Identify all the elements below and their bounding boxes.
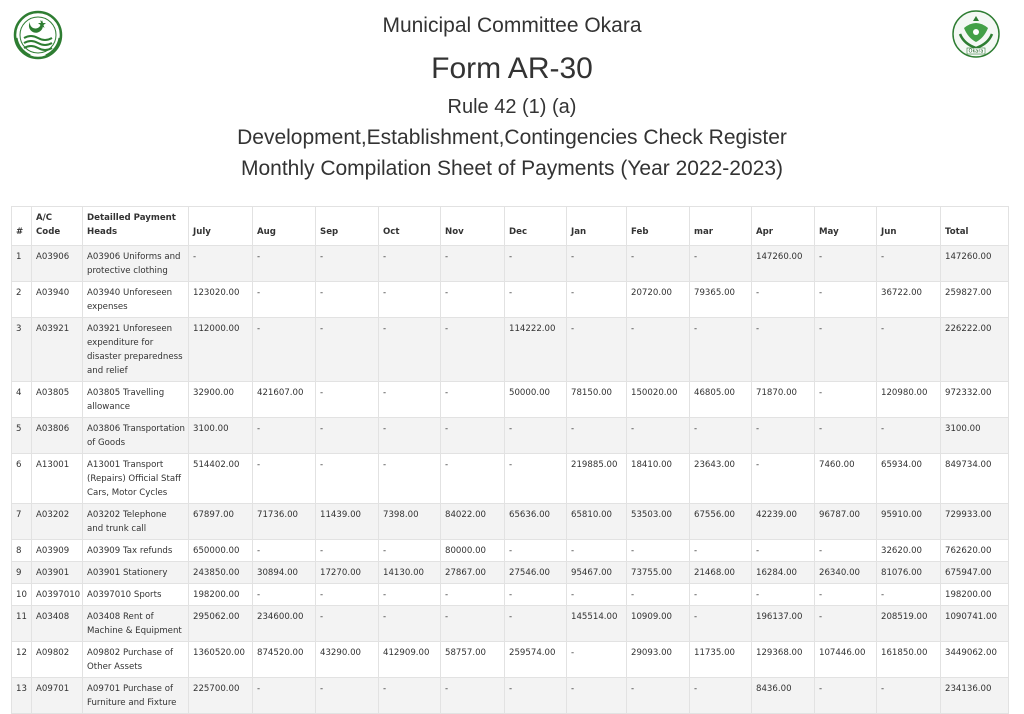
table-cell: 10909.00 xyxy=(627,606,690,642)
table-cell: - xyxy=(567,246,627,282)
table-cell: 972332.00 xyxy=(941,382,1009,418)
payments-table xyxy=(11,206,1009,714)
table-cell: - xyxy=(505,454,567,504)
column-header: Aug xyxy=(253,207,316,246)
table-cell: 11439.00 xyxy=(316,504,379,540)
table-cell: 3100.00 xyxy=(189,418,253,454)
table-cell: - xyxy=(690,246,752,282)
table-cell: - xyxy=(815,246,877,282)
table-cell: A03806 xyxy=(32,418,83,454)
table-cell: - xyxy=(253,318,316,382)
table-cell: 729933.00 xyxy=(941,504,1009,540)
table-cell: 17270.00 xyxy=(316,562,379,584)
table-cell: A03921 xyxy=(32,318,83,382)
column-header: Nov xyxy=(441,207,505,246)
table-cell: 20720.00 xyxy=(627,282,690,318)
table-cell: 114222.00 xyxy=(505,318,567,382)
table-cell: 30894.00 xyxy=(253,562,316,584)
table-cell: 11735.00 xyxy=(690,642,752,678)
table-cell: A03408 xyxy=(32,606,83,642)
table-cell: 1 xyxy=(12,246,32,282)
table-cell: - xyxy=(441,318,505,382)
table-cell: A09701 xyxy=(32,678,83,714)
table-row xyxy=(12,678,1009,714)
table-cell: - xyxy=(316,584,379,606)
table-cell: - xyxy=(441,418,505,454)
table-cell: - xyxy=(815,606,877,642)
table-cell: A13001 Transport (Repairs) Official Staff Cars, Motor Cycles xyxy=(83,454,189,504)
table-cell: - xyxy=(253,282,316,318)
table-cell: 123020.00 xyxy=(189,282,253,318)
table-cell: 259574.00 xyxy=(505,642,567,678)
table-cell: 120980.00 xyxy=(877,382,941,418)
table-cell: 129368.00 xyxy=(752,642,815,678)
table-row xyxy=(12,382,1009,418)
table-cell: - xyxy=(877,418,941,454)
table-cell: 10 xyxy=(12,584,32,606)
table-cell: - xyxy=(441,606,505,642)
table-cell: A03909 xyxy=(32,540,83,562)
table-cell: - xyxy=(505,282,567,318)
table-cell: 219885.00 xyxy=(567,454,627,504)
table-cell: 73755.00 xyxy=(627,562,690,584)
table-cell: - xyxy=(379,540,441,562)
column-header: Sep xyxy=(316,207,379,246)
table-cell: - xyxy=(253,246,316,282)
table-cell: A0397010 xyxy=(32,584,83,606)
table-cell: - xyxy=(505,540,567,562)
column-header: Total xyxy=(941,207,1009,246)
table-cell: - xyxy=(441,678,505,714)
column-header: July xyxy=(189,207,253,246)
table-cell: - xyxy=(441,454,505,504)
table-cell: - xyxy=(379,382,441,418)
table-cell: - xyxy=(379,246,441,282)
table-cell: - xyxy=(316,382,379,418)
table-row xyxy=(12,584,1009,606)
table-cell: 874520.00 xyxy=(253,642,316,678)
column-header: Feb xyxy=(627,207,690,246)
table-cell: - xyxy=(379,678,441,714)
table-cell: - xyxy=(877,584,941,606)
table-row xyxy=(12,504,1009,540)
table-row xyxy=(12,540,1009,562)
table-cell: - xyxy=(627,540,690,562)
table-cell: - xyxy=(441,382,505,418)
table-cell: 84022.00 xyxy=(441,504,505,540)
table-cell: A03805 xyxy=(32,382,83,418)
table-cell: - xyxy=(379,318,441,382)
table-cell: - xyxy=(877,318,941,382)
table-cell: 79365.00 xyxy=(690,282,752,318)
table-cell: 65810.00 xyxy=(567,504,627,540)
table-cell: - xyxy=(316,246,379,282)
column-header: Dec xyxy=(505,207,567,246)
table-cell: - xyxy=(815,382,877,418)
table-cell: A03909 Tax refunds xyxy=(83,540,189,562)
table-cell: - xyxy=(253,584,316,606)
column-header: Oct xyxy=(379,207,441,246)
table-cell: 32900.00 xyxy=(189,382,253,418)
table-cell: 196137.00 xyxy=(752,606,815,642)
table-cell: 13 xyxy=(12,678,32,714)
table-header-row xyxy=(12,207,1009,246)
table-cell: 58757.00 xyxy=(441,642,505,678)
table-cell: A03906 xyxy=(32,246,83,282)
table-cell: 67897.00 xyxy=(189,504,253,540)
table-cell: 147260.00 xyxy=(752,246,815,282)
table-cell: 26340.00 xyxy=(815,562,877,584)
table-cell: - xyxy=(441,282,505,318)
table-cell: - xyxy=(379,606,441,642)
table-cell: 1360520.00 xyxy=(189,642,253,678)
table-cell: 107446.00 xyxy=(815,642,877,678)
table-cell: - xyxy=(379,282,441,318)
table-cell: - xyxy=(316,540,379,562)
column-header: mar xyxy=(690,207,752,246)
committee-name: Municipal Committee Okara xyxy=(382,14,642,37)
table-cell: 198200.00 xyxy=(941,584,1009,606)
table-row xyxy=(12,418,1009,454)
table-cell: - xyxy=(815,584,877,606)
register-title: Development,Establishment,Contingencies Check Register xyxy=(237,126,787,149)
table-cell: 78150.00 xyxy=(567,382,627,418)
table-cell: 8436.00 xyxy=(752,678,815,714)
table-cell: A03940 Unforeseen expenses xyxy=(83,282,189,318)
table-cell: - xyxy=(627,584,690,606)
table-cell: 80000.00 xyxy=(441,540,505,562)
table-cell: 145514.00 xyxy=(567,606,627,642)
table-cell: 27546.00 xyxy=(505,562,567,584)
table-cell: 36722.00 xyxy=(877,282,941,318)
table-row xyxy=(12,318,1009,382)
table-cell: - xyxy=(567,318,627,382)
table-cell: 50000.00 xyxy=(505,382,567,418)
table-cell: - xyxy=(752,418,815,454)
table-cell: - xyxy=(189,246,253,282)
table-cell: 7398.00 xyxy=(379,504,441,540)
table-cell: 650000.00 xyxy=(189,540,253,562)
table-cell: - xyxy=(690,584,752,606)
table-cell: - xyxy=(815,418,877,454)
table-cell: 161850.00 xyxy=(877,642,941,678)
table-cell: - xyxy=(877,246,941,282)
table-cell: 27867.00 xyxy=(441,562,505,584)
table-cell: - xyxy=(627,246,690,282)
table-cell: A03805 Travelling allowance xyxy=(83,382,189,418)
table-row xyxy=(12,642,1009,678)
table-cell: 3100.00 xyxy=(941,418,1009,454)
form-title: Form AR-30 xyxy=(431,52,593,85)
table-cell: 96787.00 xyxy=(815,504,877,540)
table-cell: A03901 xyxy=(32,562,83,584)
table-cell: - xyxy=(567,282,627,318)
table-cell: 14130.00 xyxy=(379,562,441,584)
table-cell: - xyxy=(877,678,941,714)
table-cell: 5 xyxy=(12,418,32,454)
table-cell: 3449062.00 xyxy=(941,642,1009,678)
table-cell: 32620.00 xyxy=(877,540,941,562)
table-cell: - xyxy=(567,418,627,454)
table-row xyxy=(12,562,1009,584)
table-cell: - xyxy=(316,678,379,714)
table-cell: 243850.00 xyxy=(189,562,253,584)
table-cell: 95910.00 xyxy=(877,504,941,540)
table-cell: 4 xyxy=(12,382,32,418)
table-cell: - xyxy=(316,454,379,504)
table-cell: A03202 Telephone and trunk call xyxy=(83,504,189,540)
table-cell: A03408 Rent of Machine & Equipment xyxy=(83,606,189,642)
table-cell: - xyxy=(505,418,567,454)
table-cell: 6 xyxy=(12,454,32,504)
rule-reference: Rule 42 (1) (a) xyxy=(447,96,577,118)
table-cell: - xyxy=(752,318,815,382)
table-row xyxy=(12,606,1009,642)
table-cell: A03202 xyxy=(32,504,83,540)
table-cell: 65636.00 xyxy=(505,504,567,540)
table-cell: 11 xyxy=(12,606,32,642)
table-row xyxy=(12,282,1009,318)
table-cell: - xyxy=(627,318,690,382)
table-cell: A0397010 Sports xyxy=(83,584,189,606)
table-cell: - xyxy=(752,540,815,562)
table-cell: 295062.00 xyxy=(189,606,253,642)
table-cell: 23643.00 xyxy=(690,454,752,504)
column-header: # xyxy=(12,207,32,246)
table-cell: - xyxy=(627,678,690,714)
table-row xyxy=(12,246,1009,282)
table-cell: 53503.00 xyxy=(627,504,690,540)
column-header: May xyxy=(815,207,877,246)
table-cell: A03806 Transportation of Goods xyxy=(83,418,189,454)
table-cell: A03906 Uniforms and protective clothing xyxy=(83,246,189,282)
table-cell: - xyxy=(379,454,441,504)
table-cell: 71870.00 xyxy=(752,382,815,418)
table-cell: - xyxy=(253,418,316,454)
table-cell: - xyxy=(815,318,877,382)
table-cell: - xyxy=(752,454,815,504)
table-cell: - xyxy=(815,282,877,318)
table-cell: 150020.00 xyxy=(627,382,690,418)
table-cell: - xyxy=(567,584,627,606)
table-cell: - xyxy=(690,318,752,382)
table-cell: 234136.00 xyxy=(941,678,1009,714)
table-cell: 81076.00 xyxy=(877,562,941,584)
table-cell: A09802 Purchase of Other Assets xyxy=(83,642,189,678)
table-cell: 16284.00 xyxy=(752,562,815,584)
table-cell: - xyxy=(316,318,379,382)
table-cell: 198200.00 xyxy=(189,584,253,606)
table-cell: 225700.00 xyxy=(189,678,253,714)
table-cell: - xyxy=(567,642,627,678)
table-cell: - xyxy=(505,584,567,606)
table-cell: 8 xyxy=(12,540,32,562)
table-cell: A03921 Unforeseen expenditure for disaster preparedness and relief xyxy=(83,318,189,382)
table-cell: - xyxy=(627,418,690,454)
table-cell: 421607.00 xyxy=(253,382,316,418)
table-cell: 234600.00 xyxy=(253,606,316,642)
table-cell: 208519.00 xyxy=(877,606,941,642)
table-cell: 43290.00 xyxy=(316,642,379,678)
column-header: Jun xyxy=(877,207,941,246)
table-cell: - xyxy=(752,584,815,606)
table-cell: 3 xyxy=(12,318,32,382)
table-cell: 112000.00 xyxy=(189,318,253,382)
table-cell: - xyxy=(752,282,815,318)
sheet-title: Monthly Compilation Sheet of Payments (Year 2022-2023) xyxy=(240,157,784,180)
table-cell: - xyxy=(567,540,627,562)
column-header: Jan xyxy=(567,207,627,246)
table-cell: 675947.00 xyxy=(941,562,1009,584)
table-cell: - xyxy=(690,606,752,642)
table-cell: 46805.00 xyxy=(690,382,752,418)
table-cell: - xyxy=(253,540,316,562)
table-cell: - xyxy=(316,606,379,642)
table-cell: 849734.00 xyxy=(941,454,1009,504)
table-cell: - xyxy=(505,246,567,282)
table-cell: 42239.00 xyxy=(752,504,815,540)
table-cell: 259827.00 xyxy=(941,282,1009,318)
table-cell: 514402.00 xyxy=(189,454,253,504)
okara-logo-text: Okara xyxy=(968,48,984,55)
column-header: Apr xyxy=(752,207,815,246)
column-header: A/C Code xyxy=(32,207,83,246)
table-cell: 71736.00 xyxy=(253,504,316,540)
table-cell: 65934.00 xyxy=(877,454,941,504)
table-cell: - xyxy=(379,584,441,606)
table-cell: - xyxy=(441,246,505,282)
table-cell: - xyxy=(567,678,627,714)
table-cell: A13001 xyxy=(32,454,83,504)
table-cell: 226222.00 xyxy=(941,318,1009,382)
table-cell: - xyxy=(690,678,752,714)
table-row xyxy=(12,454,1009,504)
table-cell: - xyxy=(690,540,752,562)
table-cell: 18410.00 xyxy=(627,454,690,504)
table-cell: 2 xyxy=(12,282,32,318)
table-cell: 7460.00 xyxy=(815,454,877,504)
table-cell: - xyxy=(505,678,567,714)
column-header: Detailled Payment Heads xyxy=(83,207,189,246)
table-cell: 21468.00 xyxy=(690,562,752,584)
table-cell: A09802 xyxy=(32,642,83,678)
table-cell: - xyxy=(505,606,567,642)
table-cell: 29093.00 xyxy=(627,642,690,678)
table-cell: 147260.00 xyxy=(941,246,1009,282)
table-cell: 67556.00 xyxy=(690,504,752,540)
table-cell: - xyxy=(316,282,379,318)
table-cell: - xyxy=(379,418,441,454)
table-cell: A03940 xyxy=(32,282,83,318)
table-cell: - xyxy=(815,540,877,562)
table-cell: A03901 Stationery xyxy=(83,562,189,584)
table-cell: 9 xyxy=(12,562,32,584)
table-cell: 762620.00 xyxy=(941,540,1009,562)
table-cell: A09701 Purchase of Furniture and Fixture xyxy=(83,678,189,714)
table-cell: - xyxy=(316,418,379,454)
table-cell: - xyxy=(253,678,316,714)
table-cell: 95467.00 xyxy=(567,562,627,584)
table-cell: 12 xyxy=(12,642,32,678)
table-cell: 7 xyxy=(12,504,32,540)
table-cell: 412909.00 xyxy=(379,642,441,678)
table-cell: - xyxy=(690,418,752,454)
table-cell: - xyxy=(253,454,316,504)
table-cell: 1090741.00 xyxy=(941,606,1009,642)
table-cell: - xyxy=(441,584,505,606)
table-cell: - xyxy=(815,678,877,714)
